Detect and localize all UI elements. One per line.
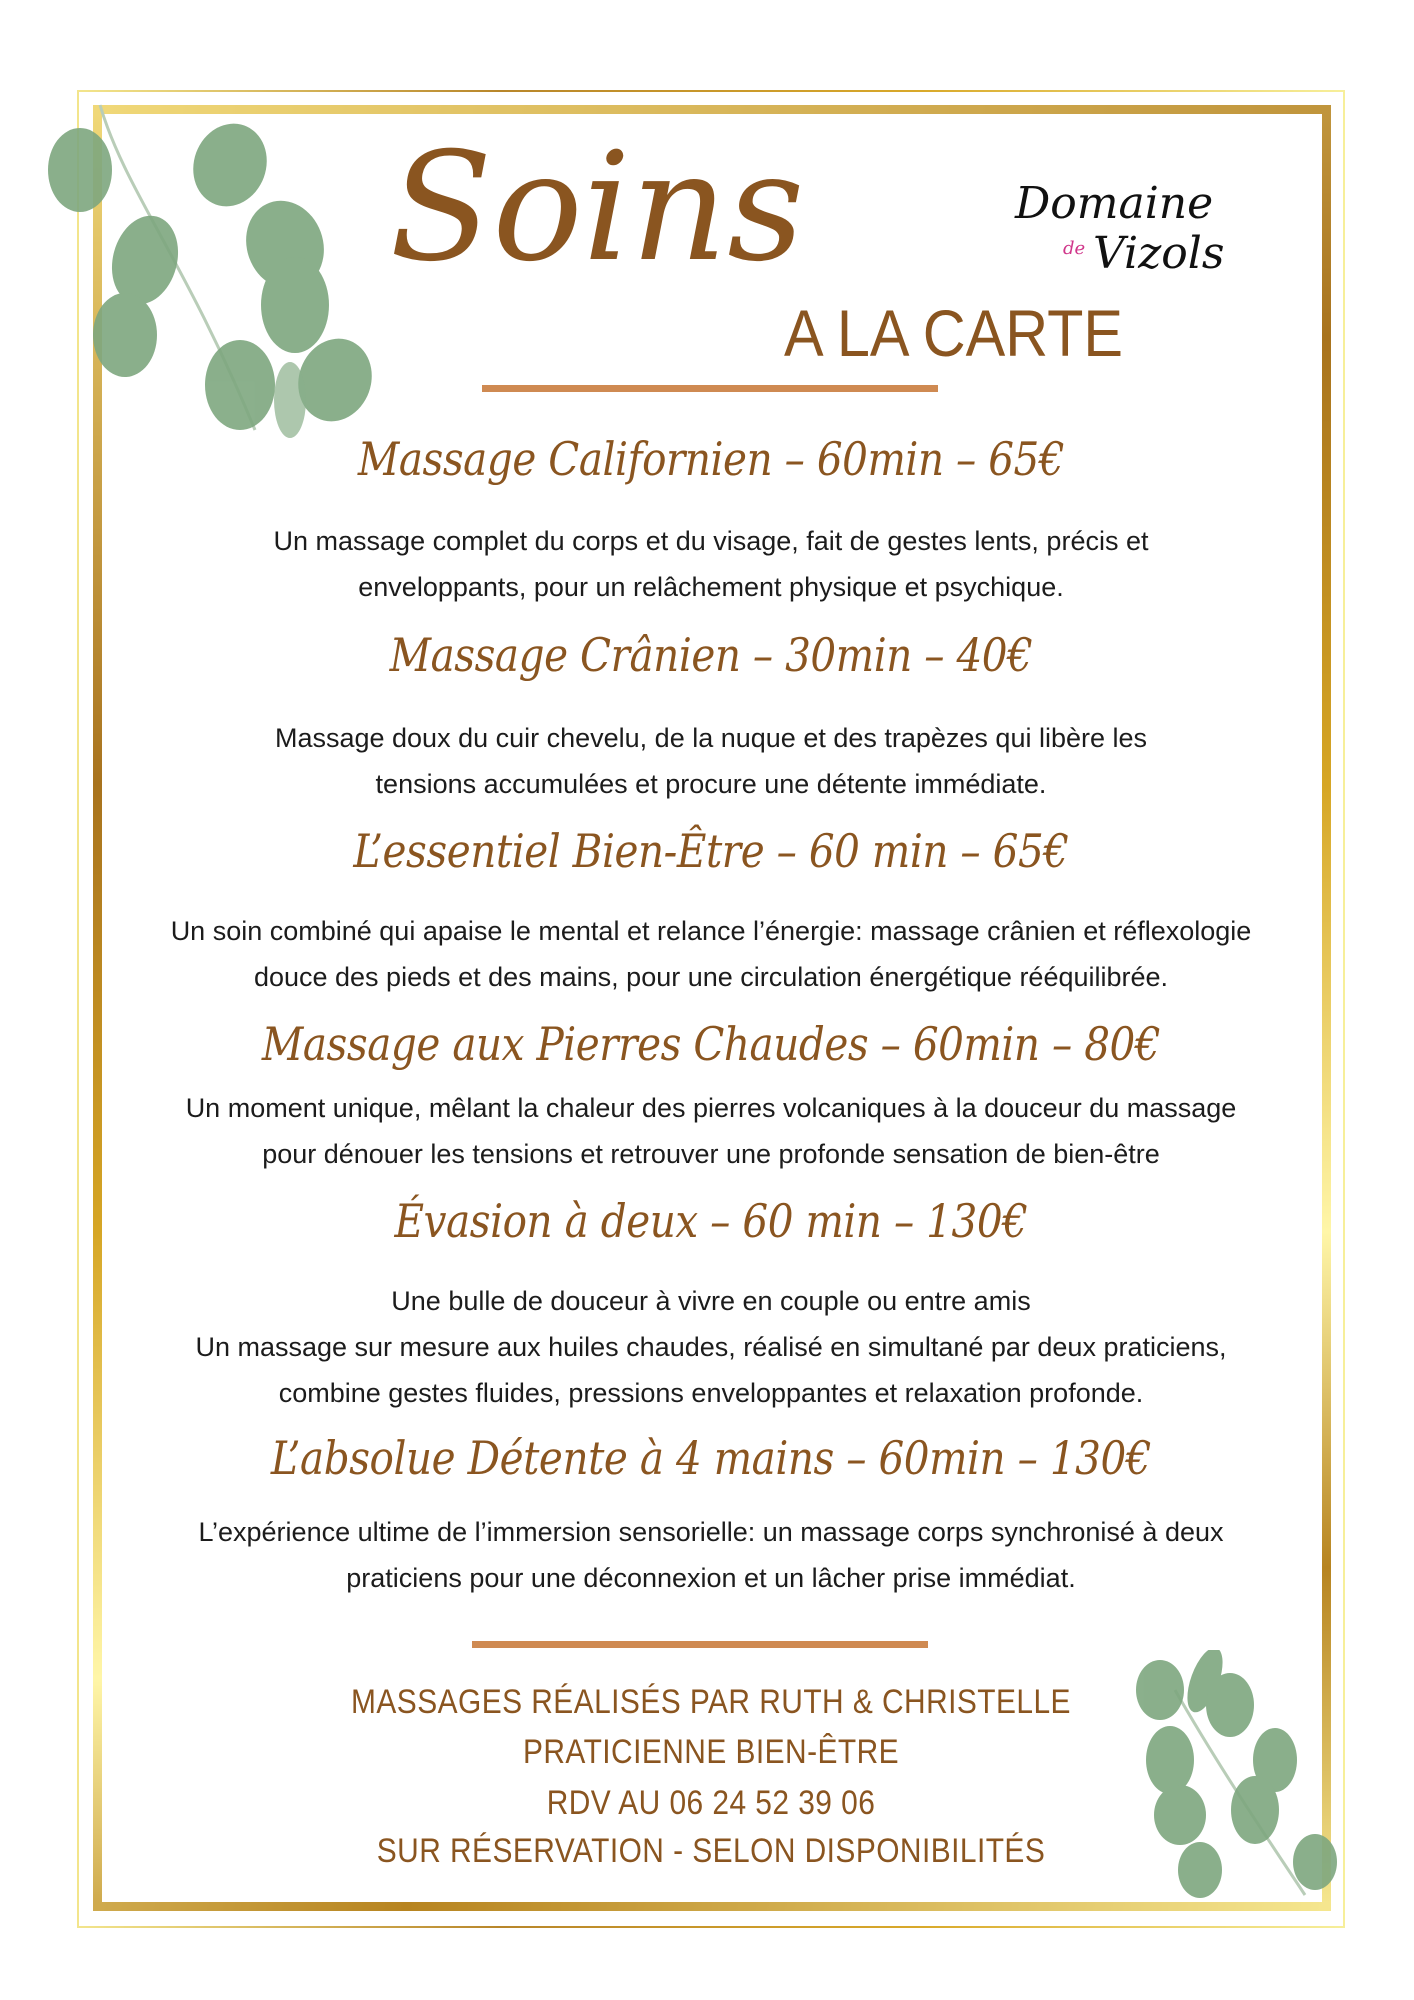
description-line: Un massage complet du corps et du visage, fait de gestes lents, précis et xyxy=(273,526,1149,556)
description-line: combine gestes fluides, pressions enveloppantes et relaxation profonde. xyxy=(278,1378,1144,1408)
service-title: Massage Crânien – 30min – 40€ xyxy=(389,628,1033,682)
service-description xyxy=(100,1278,1322,1416)
page-title-script: Soins xyxy=(389,121,805,295)
divider-top xyxy=(482,385,938,392)
footer-phone: RDV AU 06 24 52 39 06 xyxy=(546,1784,876,1822)
description-line: douce des pieds et des mains, pour une circulation énergétique rééquilibrée. xyxy=(253,962,1169,992)
description-line: Un massage sur mesure aux huiles chaudes, réalisé en simultané par deux praticiens, xyxy=(195,1332,1227,1362)
description-line: Un moment unique, mêlant la chaleur des pierres volcaniques à la douceur du massage xyxy=(185,1093,1237,1123)
footer-booking: SUR RÉSERVATION - SELON DISPONIBILITÉS xyxy=(376,1832,1046,1870)
description-line: Massage doux du cuir chevelu, de la nuque et des trapèzes qui libère les xyxy=(274,723,1148,753)
logo-line-3: Vizols xyxy=(1093,228,1225,279)
footer-role: PRATICIENNE BIEN-ÊTRE xyxy=(522,1733,900,1771)
service-title: L’absolue Détente à 4 mains – 60min – 130€ xyxy=(270,1431,1152,1485)
page-subtitle: A LA CARTE xyxy=(784,296,1123,370)
description-line: praticiens pour une déconnexion et un lâcher prise immédiat. xyxy=(346,1563,1076,1593)
service-description xyxy=(100,908,1322,1000)
footer-practitioners: MASSAGES RÉALISÉS PAR RUTH & CHRISTELLE xyxy=(351,1683,1071,1721)
service-description xyxy=(100,1509,1322,1601)
service-title: Évasion à deux – 60 min – 130€ xyxy=(394,1194,1028,1248)
service-title: L’essentiel Bien-Être – 60 min – 65€ xyxy=(353,824,1069,878)
description-line: tensions accumulées et procure une détente immédiate. xyxy=(375,769,1047,799)
service-description xyxy=(100,715,1322,807)
service-description xyxy=(100,1085,1322,1177)
description-line: Un soin combiné qui apaise le mental et relance l’énergie: massage crânien et réflexologie xyxy=(170,916,1252,946)
logo-line-2: de xyxy=(1063,238,1086,259)
service-description xyxy=(100,518,1322,610)
description-line: enveloppants, pour un relâchement physique et psychique. xyxy=(358,572,1064,602)
domaine-de-vizols-logo xyxy=(1005,178,1245,293)
service-title: Massage aux Pierres Chaudes – 60min – 80€ xyxy=(261,1017,1161,1071)
description-line: Une bulle de douceur à vivre en couple ou entre amis xyxy=(391,1286,1031,1316)
divider-bottom xyxy=(472,1641,928,1648)
logo-line-1: Domaine xyxy=(1015,178,1214,229)
description-line: pour dénouer les tensions et retrouver une profonde sensation de bien-être xyxy=(262,1139,1160,1169)
description-line: L’expérience ultime de l’immersion sensorielle: un massage corps synchronisé à deux xyxy=(198,1517,1224,1547)
service-title: Massage Californien – 60min – 65€ xyxy=(357,432,1065,486)
